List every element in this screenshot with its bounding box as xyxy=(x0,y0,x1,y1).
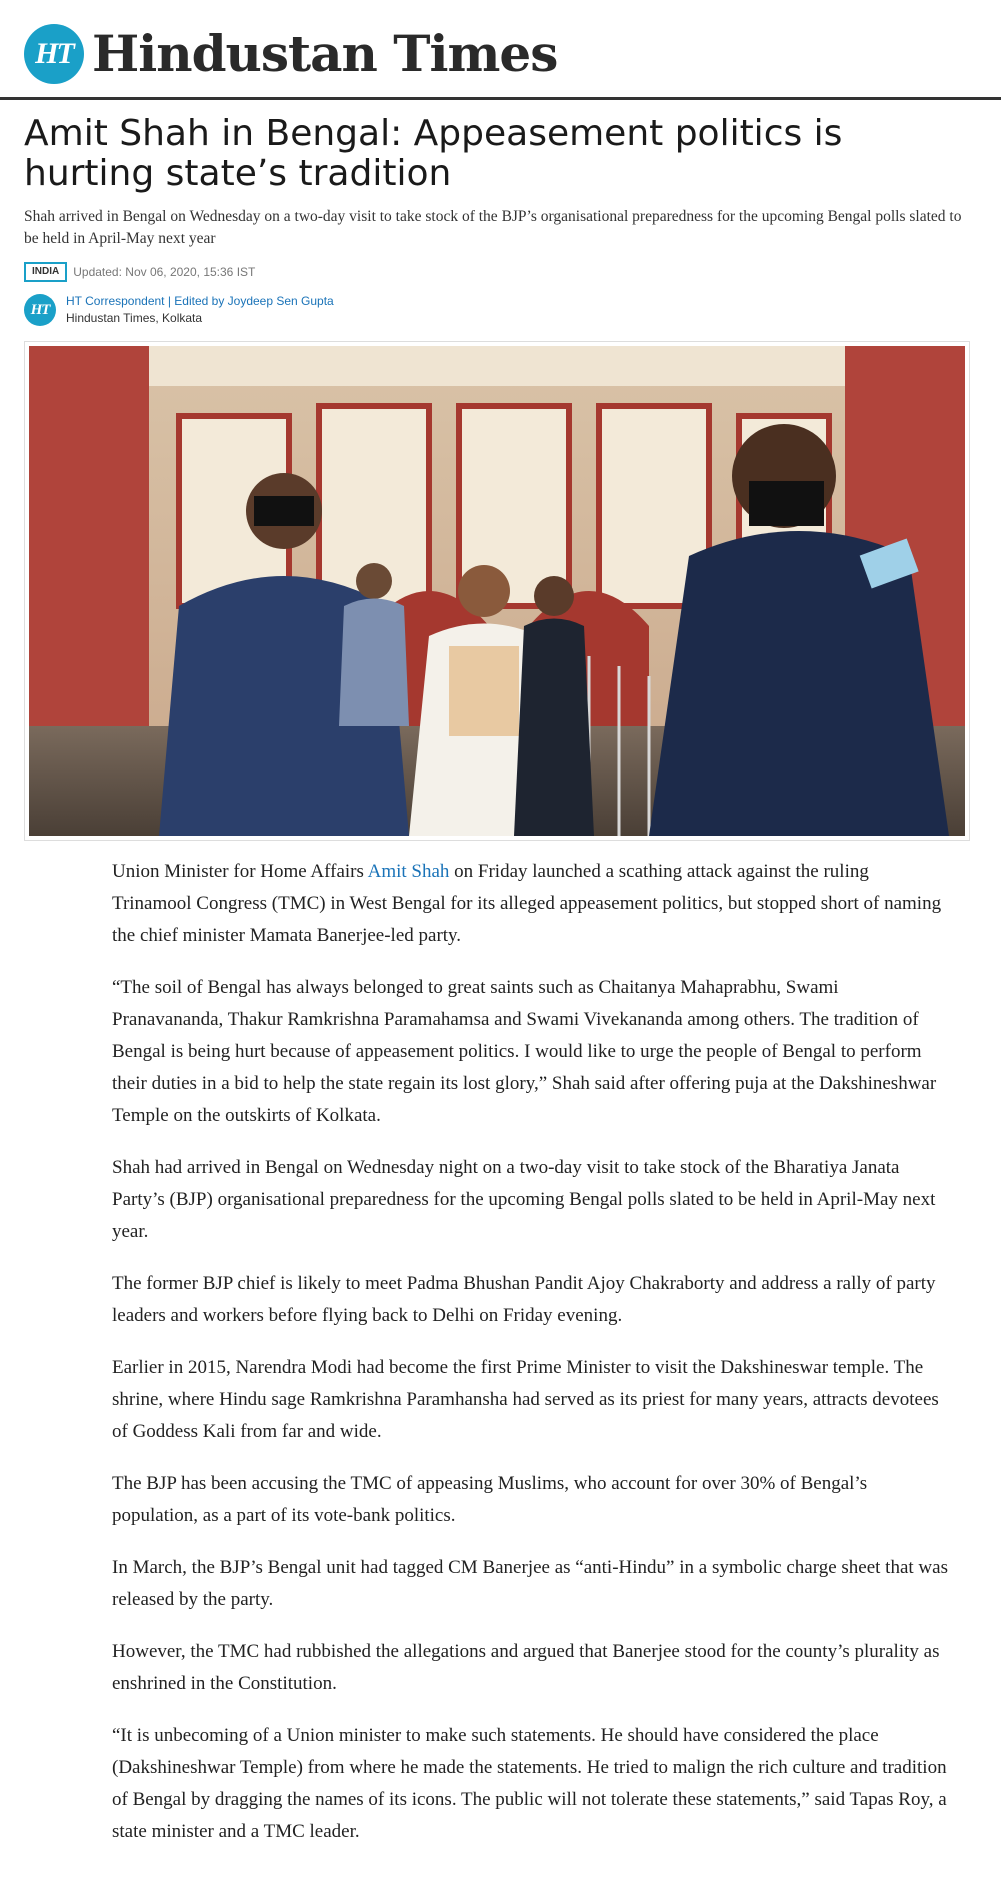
article-paragraph: The former BJP chief is likely to meet Padma Bhushan Pandit Ajoy Chakraborty and address a rally of party leaders and workers before flying back to Delhi on Friday evening. xyxy=(112,1273,936,1326)
byline xyxy=(24,292,334,332)
brand-name[interactable]: Hindustan Times xyxy=(92,24,558,83)
article-summary: Shah arrived in Bengal on Wednesday on a two-day visit to take stock of the BJP’s organisational preparedness for the upcoming Bengal polls slated to be held in April-May next year xyxy=(24,208,962,247)
byline-text xyxy=(66,292,334,325)
ht-logo[interactable] xyxy=(24,24,84,84)
article-paragraph: Earlier in 2015, Narendra Modi had become the first Prime Minister to visit the Dakshineswar temple. The shrine, where Hindu sage Ramkrishna Paramhansha had served as its priest for many years, attracts devotees of Goddess Kali from far and wide. xyxy=(112,1357,939,1442)
article-meta xyxy=(24,262,255,282)
article-paragraph: “It is unbecoming of a Union minister to make such statements. He should have considered the place (Dakshineshwar Temple) from where he made the statements. He tried to malign the rich culture and tradition of Bengal by dragging the names of its icons. The public will not tolerate these statements,” said Tapas Roy, a state minister and a TMC leader. xyxy=(112,1725,947,1842)
section-tag[interactable]: INDIA xyxy=(24,262,67,282)
article-paragraph: “The soil of Bengal has always belonged to great saints such as Chaitanya Mahaprabhu, Swami Pranavananda, Thakur Ramkrishna Paramahamsa and Swami Vivekananda among others. The tradition of Bengal is being hurt because of appeasement politics. I would like to urge the people of Bengal to perform their duties in a bid to help the state regain its lost glory,” Shah said after offering puja at the Dakshineshwar Temple on the outskirts of Kolkata. xyxy=(112,977,937,1126)
amit-shah-link[interactable]: Amit Shah xyxy=(367,861,450,882)
ht-logo-text: HT xyxy=(35,37,73,70)
article-body xyxy=(112,856,952,1868)
lead-photo-image xyxy=(29,346,965,836)
article-paragraph: However, the TMC had rubbished the allegations and argued that Banerjee stood for the county’s plurality as enshrined in the Constitution. xyxy=(112,1641,940,1694)
article-paragraph: In March, the BJP’s Bengal unit had tagged CM Banerjee as “anti-Hindu” in a symbolic charge sheet that was released by the party. xyxy=(112,1557,948,1610)
article-paragraph: The BJP has been accusing the TMC of appeasing Muslims, who account for over 30% of Bengal’s population, as a part of its vote-bank politics. xyxy=(112,1473,868,1526)
author-avatar xyxy=(24,294,56,326)
publication-location: Hindustan Times, Kolkata xyxy=(66,311,203,325)
author-link[interactable]: HT Correspondent | Edited by Joydeep Sen Gupta xyxy=(66,294,334,308)
masthead xyxy=(0,0,1001,100)
article-headline: Amit Shah in Bengal: Appeasement politics is hurting state’s tradition xyxy=(24,113,843,194)
article-paragraph: Shah had arrived in Bengal on Wednesday night on a two-day visit to take stock of the Bharatiya Janata Party’s (BJP) organisational preparedness for the upcoming Bengal polls slated to be held in April-May next year. xyxy=(112,1157,936,1242)
updated-timestamp: Updated: Nov 06, 2020, 15:36 IST xyxy=(73,265,256,279)
paragraph-text: Union Minister for Home Affairs xyxy=(112,861,368,882)
paragraph-text: on Friday launched a scathing attack against the ruling Trinamool Congress (TMC) in West Bengal for its alleged appeasement politics, but stopped short of naming the chief minister Mamata Banerjee-led party. xyxy=(112,861,942,946)
article-paragraph xyxy=(112,856,952,952)
lead-photo xyxy=(24,341,970,841)
author-avatar-text: HT xyxy=(30,301,50,318)
